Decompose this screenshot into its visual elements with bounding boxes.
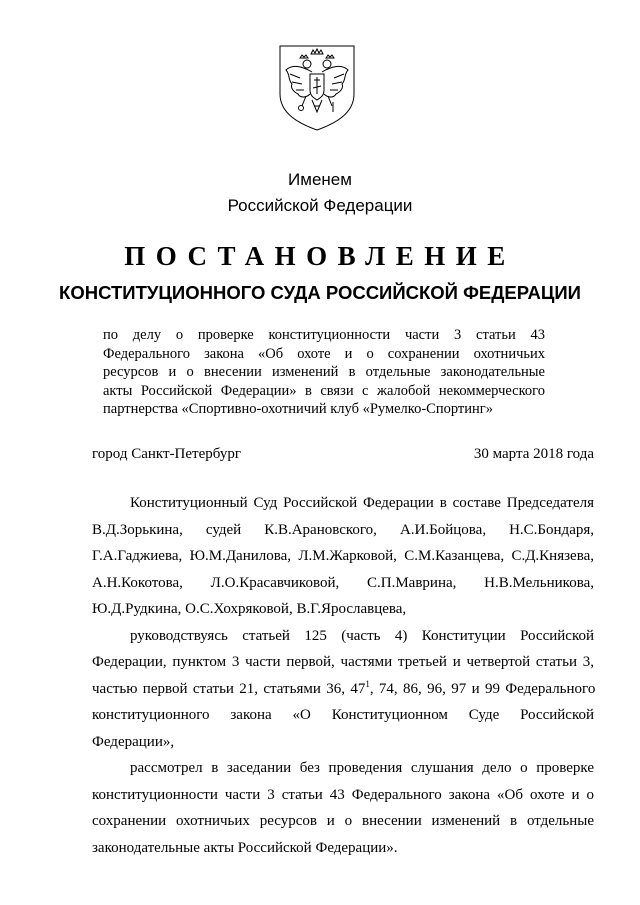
body-line: Конституционный Суд Российской Федерации в составе Председателя [130, 495, 594, 511]
body-line: Ю.Д.Рудкина, О.С.Хохряковой, В.Г.Ярославцева, [92, 601, 407, 617]
city: город Санкт-Петербург [92, 446, 241, 462]
body-text: , 74, 86, 96, 97 и 99 Федерального [369, 680, 596, 697]
body-line: законодательные акты Российской Федерации». [92, 839, 398, 856]
body-line: А.Н.Кокотова, Л.О.Красавчиковой, С.П.Маврина, Н.В.Мельникова, [92, 574, 594, 591]
body-line: В.Д.Зорькина, судей К.В.Арановского, А.И.Бойцова, Н.С.Бондаря, [92, 521, 594, 538]
body-line-with-superscript [92, 676, 594, 703]
document-body [92, 490, 594, 861]
subject-line: партнерства «Спортивно-охотничий клуб «Румелко-Спортинг» [103, 401, 493, 417]
body-line: Федерации, пунктом 3 части первой, частями третьей и четвертой статьи 3, [92, 654, 594, 670]
document-title: ПОСТАНОВЛЕНИЕ [124, 241, 516, 271]
subject-line: по делу о проверке конституционности части 3 статьи 43 [103, 327, 545, 343]
subject-line: ресурсов и о внесении изменений в отдельные законодательные [103, 364, 545, 380]
body-line: конституционного закона «О Конституционном Суде Российской [92, 707, 594, 723]
in-the-name-line: Именем [288, 170, 352, 189]
article-superscript: 1 [365, 678, 370, 689]
case-subject [103, 326, 545, 419]
body-line: рассмотрел в заседании без проведения слушания дело о проверке [130, 760, 594, 776]
subject-line: Федерального закона «Об охоте и о сохранении охотничьих [103, 345, 545, 362]
body-text: частью первой статьи 21, статьями 36, 47 [92, 680, 366, 697]
body-line: Федерации», [92, 733, 175, 750]
federation-line: Российской Федерации [227, 196, 413, 215]
subject-line: акты Российской Федерации» в связи с жалобой некоммерческого [103, 382, 545, 399]
body-line: конституционности части 3 статьи 43 Федерального закона «Об охоте и о [92, 786, 594, 803]
body-line: руководствуясь статьей 125 (часть 4) Конституции Российской [130, 627, 594, 644]
body-line: Г.А.Гаджиева, Ю.М.Данилова, Л.М.Жарковой, С.М.Казанцева, С.Д.Князева, [92, 548, 594, 564]
coat-of-arms-emblem [276, 40, 358, 132]
court-name: КОНСТИТУЦИОННОГО СУДА РОССИЙСКОЙ ФЕДЕРАЦИИ [59, 282, 581, 303]
decision-date: 30 марта 2018 года [473, 446, 594, 462]
body-line: сохранении охотничьих ресурсов и о внесении изменений в отдельные [92, 813, 594, 829]
